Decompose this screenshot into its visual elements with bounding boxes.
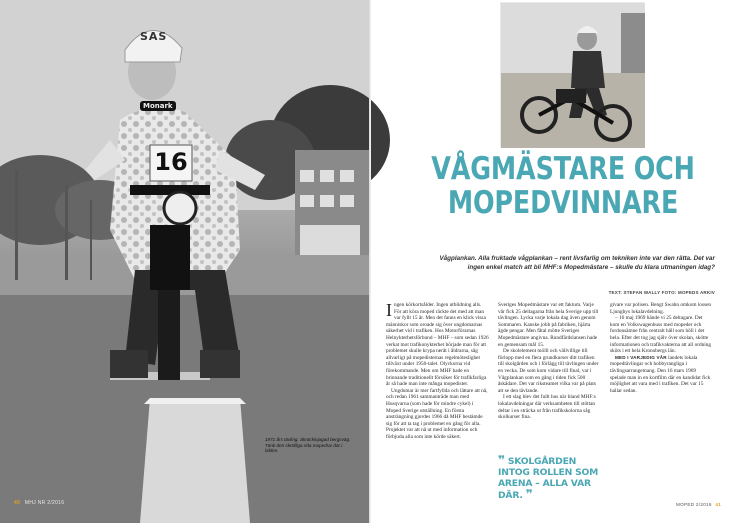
paragraph-text: ngen körkortsålder. Ingen utbildning alls. För att köra moped räckte det med att man var fyllt 15 år. Men det fanns en klick vissa människor som oroade sig över ungdomarnas säkerhet vid i trafiken. Hos Motorförarnas Helnykterhetsförbund – MHF – som sedan 1926 verkat mot trafikonykterhet började man för att problemet skulle krypa neråt i åldrarna, såg allvarligt på mopedisternas regelmöteslighet tillväxt under 1950-talet. Olyckorna vid förekommande. Men om MHF hade en brinnande traditionellt försöker för trafikfarliga år så hade man inte många mopedister. xyxy=(386,302,489,388)
page-number-left: 40 xyxy=(14,500,21,506)
body-column-3 xyxy=(610,302,713,394)
shirt-badge: Monark xyxy=(140,101,176,111)
body-paragraph: givare var polisen. Bengt Swahn omkom lossen Ljungbys lokalavdelning. xyxy=(610,302,712,315)
article-byline: TEXT: STEFAN WALLY FOTO: MOPEDS ARKIV xyxy=(608,290,715,295)
drop-cap: I xyxy=(386,300,392,320)
quote-mark-icon: ❞ xyxy=(525,487,533,501)
body-paragraph: – 16 maj 1969 hände vi 25 deltagare. Det kom en Volkswagenbuss med mopeder och fordonsämne från centralt håll som höll i det hela. Efter det tog jag själv över skolan, skötte informationen och trafikvakterna att all ordning sköts i ett hela Kronobergs län. xyxy=(610,315,712,355)
headline-line-1: VÅGMÄSTARE OCH xyxy=(431,151,695,187)
pull-quote xyxy=(498,455,604,501)
photo-caption: 1971 års tävling. Skräckinjagad bergsväg. Tänk den skröfliga rida moped!ar där i bilden. xyxy=(265,437,351,454)
quote-mark-icon: ❞ xyxy=(498,453,505,467)
page-number-right: 41 xyxy=(715,502,722,507)
body-paragraph: I ett slag blev det fullt hus när bland MHF:s lokalavdelningar där verksamheten till stöttan deltar i en sträcka ut från trafikskolorna såg skolkurser fina. xyxy=(498,394,596,421)
magazine-issue-right: MOPED 2/2016 xyxy=(676,502,712,507)
moped-rider-inset xyxy=(501,3,645,148)
article-lede: Vågplankan. Alla fruktade vågplankan – rent livsfarlig om tekniken inte var den rätta. Det var ingen enkel match att bli MHF:s Mopedmästare – skulle du klara utmaningen idag? xyxy=(439,255,715,271)
body-paragraph xyxy=(610,355,713,395)
body-column-1 xyxy=(386,302,489,440)
folio-left xyxy=(14,500,64,506)
run-in-heading: MED I VARJEDIG VÅR xyxy=(615,354,667,360)
body-paragraph: De skolelement mölll och vällvillige till förlopp med en flera grundkurser ditt trafiken till skolgården och i förlägg till tävlingen under en vecka. De som kom vidare till final, var i Vågplankan som en gång i tiden fick 500 åskådare. Det var riksteamet vilka var på plats att se den tävlande. xyxy=(498,348,599,394)
article-headline xyxy=(428,152,699,220)
helmet-letters: SAS xyxy=(140,30,168,43)
paragraph-text: landets lokala mopedtävlingar och hobbyrangliga i tävlingsarrangemang. Den 16 mars 1969 spelade man in en kortfilm där en kandidat fick möjlighet att vara med i trafiken. Det var 15 hallar sedan. xyxy=(610,354,711,394)
inset-photo xyxy=(500,2,644,147)
number-plate: 16 xyxy=(154,148,188,176)
headline-line-2: MOPEDVINNARE xyxy=(447,185,679,221)
body-paragraph: Sveriges Mopedmästare var ett faktum. Varje vår fick 25 deltagarna från hela Sverige upp till tävlingen. Lycka varje lokala dag även genom Sommaren. Kanske jobb på fabriken, hjärta ägde pengar. Men fåtal mötte Sveriges Mopedmästare angivna. Rundfärdslansen hade en gemensam mål 15. xyxy=(498,302,599,348)
body-column-2 xyxy=(498,302,601,421)
magazine-issue-left: MHJ NR 2/2016 xyxy=(24,500,65,506)
spine xyxy=(369,0,371,523)
pull-quote-text: SKOLGÅRDEN INTOG ROLLEN SOM ARENA – ALLA VAR DÄR. xyxy=(498,456,599,501)
body-paragraph: Ungdomar är mer fartfyllda och lättare att nå, och redan 1961 sammanträde man med Husqvarna (som hade för mindre cykel) i Moped Sverige utställning. En första ansträngning gjordes 1966 då MHF bestämde sig för att ta tag i problemet en gång för alla. Projektet var att nå ut med information och förbjuda alla som inte körde säkert. xyxy=(386,387,488,440)
folio-right xyxy=(676,502,721,507)
body-paragraph xyxy=(386,302,489,388)
